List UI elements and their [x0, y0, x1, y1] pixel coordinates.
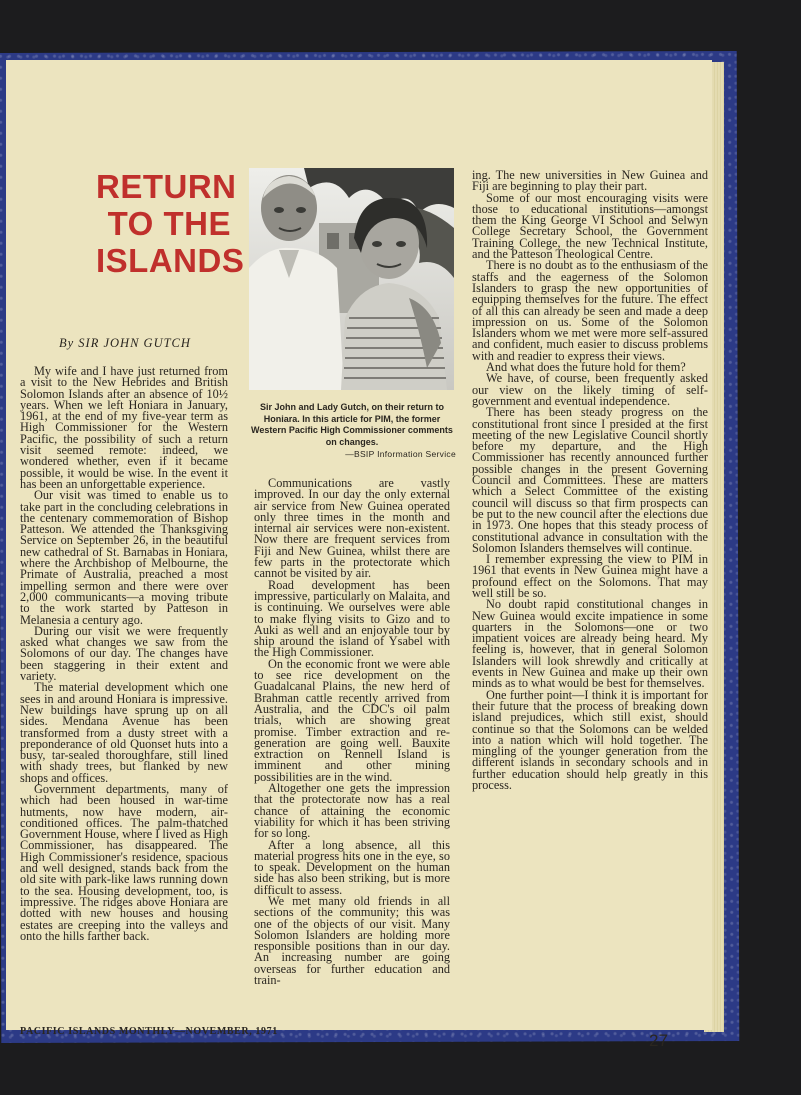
paragraph: After a long absence, all this material progress hits one in the eye, so to speak. Development on the human side has also been striking, but is more difficult to assess. [254, 837, 450, 897]
paragraph: The material development which one sees in and around Honiara is impressive. New buildings have sprung up on all sides. Mendana Avenue has been transformed from a dusty street with a preponderance of old Quonset huts into a busy, tar-sealed thoroughfare, still lined with shady trees, but flanked by new shops and offices. [20, 680, 228, 785]
paragraph: There is no doubt as to the enthusiasm of the staffs and the eagerness of the Solomon Islanders to grasp the new opportunities of equipping themselves for the future. The effect of all this can already be seen and made a deep impression on us. Some of the Solomon Islanders whom we met were more self-assured and confident, much easier to discuss problems with and readier to express their views. [472, 258, 708, 363]
paragraph: My wife and I have just returned from a visit to the New Hebrides and British Solomon Islands after an absence of 10½ years. When we left Honiara in January, 1961, at the end of my five-year term as High Commissioner for the Western Pacific, the possibility of such a return visit seemed remote: indeed, we wondered whether, even if it became possible, it would be wise. In the event it has been an unforgettable experience. [20, 364, 228, 491]
paragraph: ing. The new universities in New Guinea and Fiji are beginning to play their part. [472, 168, 708, 194]
article-title [96, 168, 245, 279]
paragraph: There has been steady progress on the constitutional front since I presided at the first meeting of the new Legislative Council shortly before my departure, and the High Commissioner has recently announced further possible changes in the present Governing Council and Committees. These are matters which a Select Committee of the existing council will discuss so that firm prospects can be put to the new council after the elections due in 1973. One hopes that this steady process of constitutional advance in consultation with the Solomon Islanders themselves will continue. [472, 405, 708, 555]
paragraph: Some of our most encouraging visits were those to educational institutions—amongst them the King George VI School and Selwyn College Secretary School, the Government Training College, the new Technical Institute, and the Patteson Theological Centre. [472, 190, 708, 262]
title-line: ISLANDS [96, 242, 245, 279]
column-1 [20, 366, 228, 942]
photo-credit: —BSIP Information Service [345, 449, 456, 459]
photo-image [249, 168, 454, 390]
paragraph: On the economic front we were able to see rice development on the Guadalcanal Plains, the new herd of Brahman cattle recently arrived from Australia, and the CDC's oil palm trials, which are showing great promise. Timber extraction and re-generation are going well. Bauxite extraction on Rennell Island is imminent and other mining possibilities are in the wind. [254, 656, 450, 784]
column-2 [254, 478, 450, 986]
paragraph: One further point—I think it is important for their future that the process of breaking down island prejudices, which still exist, should continue so that the Solomons can be welded into a nation which will hold together. The mingling of the younger generation from the different islands in secondary schools and in further education should help greatly in this process. [472, 687, 708, 793]
paragraph: Altogether one gets the impression that the protectorate now has a real chance of attaining the economic viability for which it has been striving for so long. [254, 781, 450, 841]
paragraph: We have, of course, been frequently asked our view on the likely timing of self-government and eventual independence. [472, 371, 708, 408]
portrait-photo [249, 168, 454, 390]
title-line: TO THE [107, 205, 231, 242]
paragraph: I remember expressing the view to PIM in 1961 that events in New Guinea might have a profound effect on the Solomons. That may well still be so. [472, 552, 708, 600]
paragraph: Communications are vastly improved. In our day the only external air service from New Guinea operated only three times in the month and internal air services were non-existent. Now there are frequent services from Fiji and New Guinea, whilst there are few parts in the protectorate which cannot be visited by air. [254, 476, 450, 581]
paragraph: Government departments, many of which had been housed in war-time hutments, now have modern, air-conditioned offices. The palm-thatched Government House, where I lived as High Commissioner, has disappeared. The High Commissioner's residence, spacious and well designed, stands back from the old site with park-like laws running down to the sea. Housing development, too, is impressive. The ridges above Honiara are dotted with new houses and housing estates are creeping into the valleys and onto the hills farther back. [20, 781, 228, 943]
photo-caption: Sir John and Lady Gutch, on their return to Honiara. In this article for PIM, the former Western Pacific High Commissioner comments on changes. [251, 402, 453, 447]
publication-footer: PACIFIC ISLANDS MONTHLY—NOVEMBER, 1971 [20, 1026, 278, 1037]
paragraph: Road development has been impressive, particularly on Malaita, and is continuing. We ourselves were able to make flying visits to Gizo and to Auki as well and an enjoyable tour by ship around the island of Ysabel with the High Commissioner. [254, 577, 451, 660]
magazine-page [6, 60, 712, 1050]
title-line: RETURN [96, 168, 237, 205]
paragraph: No doubt rapid constitutional changes in New Guinea would excite impatience in some quarters in the Solomons—one or two impatient voices are already being heard. My feeling is, however, that in general Solomon Islanders will look shrewdly and critically at events in New Guinea and make up their own minds as to what would be best for themselves. [472, 597, 708, 691]
paragraph: We met many old friends in all sections of the community; this was one of the objects of our visit. Many Solomon Islanders are holding more responsible positions than in our day. An increasing number are going overseas for further education and train- [254, 893, 450, 988]
paragraph: Our visit was timed to enable us to take part in the concluding celebrations in the centenary commemoration of Bishop Patteson. We attended the Thanksgiving Service on September 26, in the beautiful new cathedral of St. Barnabas in Honiara, where the Archbishop of Melbourne, the Primate of Australia, preached a most impelling sermon and there were over 2,000 communicants—a moving tribute to the work started by Patteson in Melanesia a century ago. [20, 488, 228, 627]
byline: By SIR JOHN GUTCH [59, 336, 191, 350]
paragraph: During our visit we were frequently asked what changes we saw from the Solomons of our day. The changes have been staggering in their extent and variety. [20, 623, 228, 684]
paragraph: And what does the future hold for them? [486, 360, 686, 375]
page-number: 27 [649, 1031, 668, 1050]
column-3 [472, 170, 708, 791]
